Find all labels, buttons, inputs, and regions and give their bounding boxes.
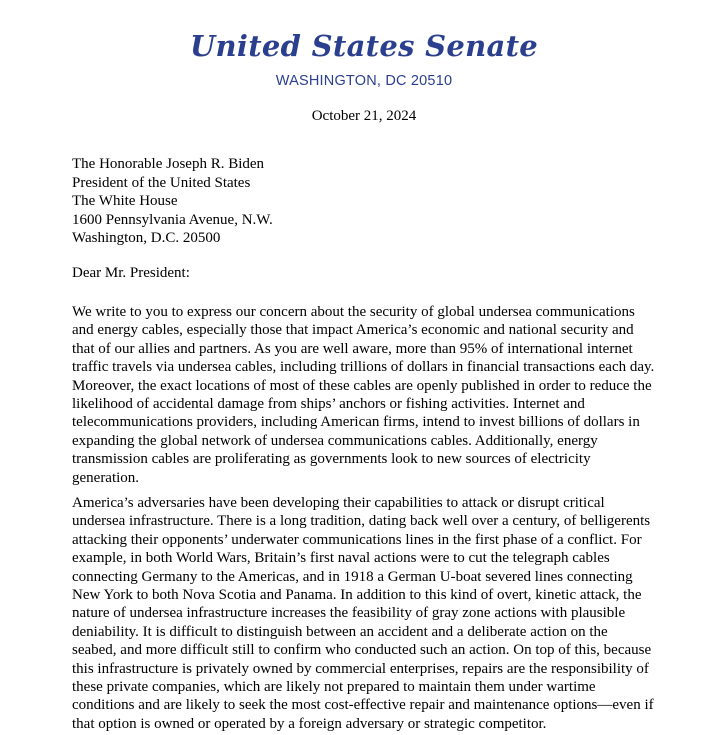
salutation: Dear Mr. President: (72, 265, 190, 281)
text-line: and energy cables, especially those that impact America’s economic and national security and (72, 322, 634, 339)
address-line: President of the United States (72, 174, 251, 191)
address-line: The White House (72, 193, 178, 210)
text-line: conditions and are likely to seek the most cost-effective repair and maintenance options—even if (72, 697, 654, 714)
text-line: deniability. It is difficult to distinguish between an accident and a deliberate action on the (72, 623, 608, 640)
text-line: telecommunications providers, including American firms, intend to invest billions of dollars in (72, 414, 640, 431)
paragraph-1 (72, 303, 672, 487)
text-line: We write to you to express our concern about the security of global undersea communications (72, 304, 635, 320)
text-line: undersea infrastructure. There is a long tradition, dating back well over a century, of belligerents (72, 513, 651, 530)
paragraph-2 (72, 494, 672, 733)
address-line: 1600 Pennsylvania Avenue, N.W. (72, 211, 273, 228)
senate-title: United States Senate (189, 29, 539, 63)
text-line: these private companies, which are likely not prepared to maintain them under wartime (72, 679, 596, 696)
text-line: America’s adversaries have been developing their capabilities to attack or disrupt critical (72, 495, 605, 511)
letter-date: October 21, 2024 (311, 108, 417, 124)
text-line: generation. (72, 469, 140, 486)
address-line: The Honorable Joseph R. Biden (72, 156, 265, 172)
text-line: that option is owned or operated by a foreign adversary or strategic competitor. (72, 715, 547, 732)
text-line: likelihood of accidental damage from ships’ anchors or fishing activities. Internet and (72, 396, 585, 413)
text-line: this infrastructure is privately owned by commercial enterprises, repairs are the responsibility of (72, 660, 649, 677)
text-line: example, in both World Wars, Britain’s first naval actions were to cut the telegraph cables (72, 550, 610, 567)
text-line: expanding the global network of undersea communications cables. Additionally, energy (72, 432, 598, 449)
text-line: nature of undersea infrastructure increases the feasibility of gray zone actions with plausible (72, 605, 626, 622)
text-line: seabed, and more difficult still to confirm who conducted such an action. On top of this, because (72, 642, 652, 659)
text-line: connecting Germany to the Americas, and in 1918 a German U-boat severed lines connecting (72, 568, 633, 585)
text-line: attacking their opponents’ underwater communications lines in the first phase of a conflict. For (72, 531, 642, 548)
text-line: traffic travels via undersea cables, including trillions of dollars in financial transactions each day. (72, 359, 655, 376)
text-line: New York to both Nova Scotia and Panama. In addition to this kind of overt, kinetic attack, the (72, 587, 642, 604)
text-line: that of our allies and partners. As you are well aware, more than 95% of international internet (72, 340, 633, 357)
letterhead (0, 26, 728, 90)
senate-location: WASHINGTON, DC 20510 (275, 73, 453, 89)
text-line: Moreover, the exact locations of most of these cables are openly published in order to reduce the (72, 377, 652, 394)
recipient-address (72, 155, 273, 248)
address-line: Washington, D.C. 20500 (72, 230, 221, 247)
text-line: transmission cables are proliferating as governments look to new sources of electricity (72, 451, 591, 468)
